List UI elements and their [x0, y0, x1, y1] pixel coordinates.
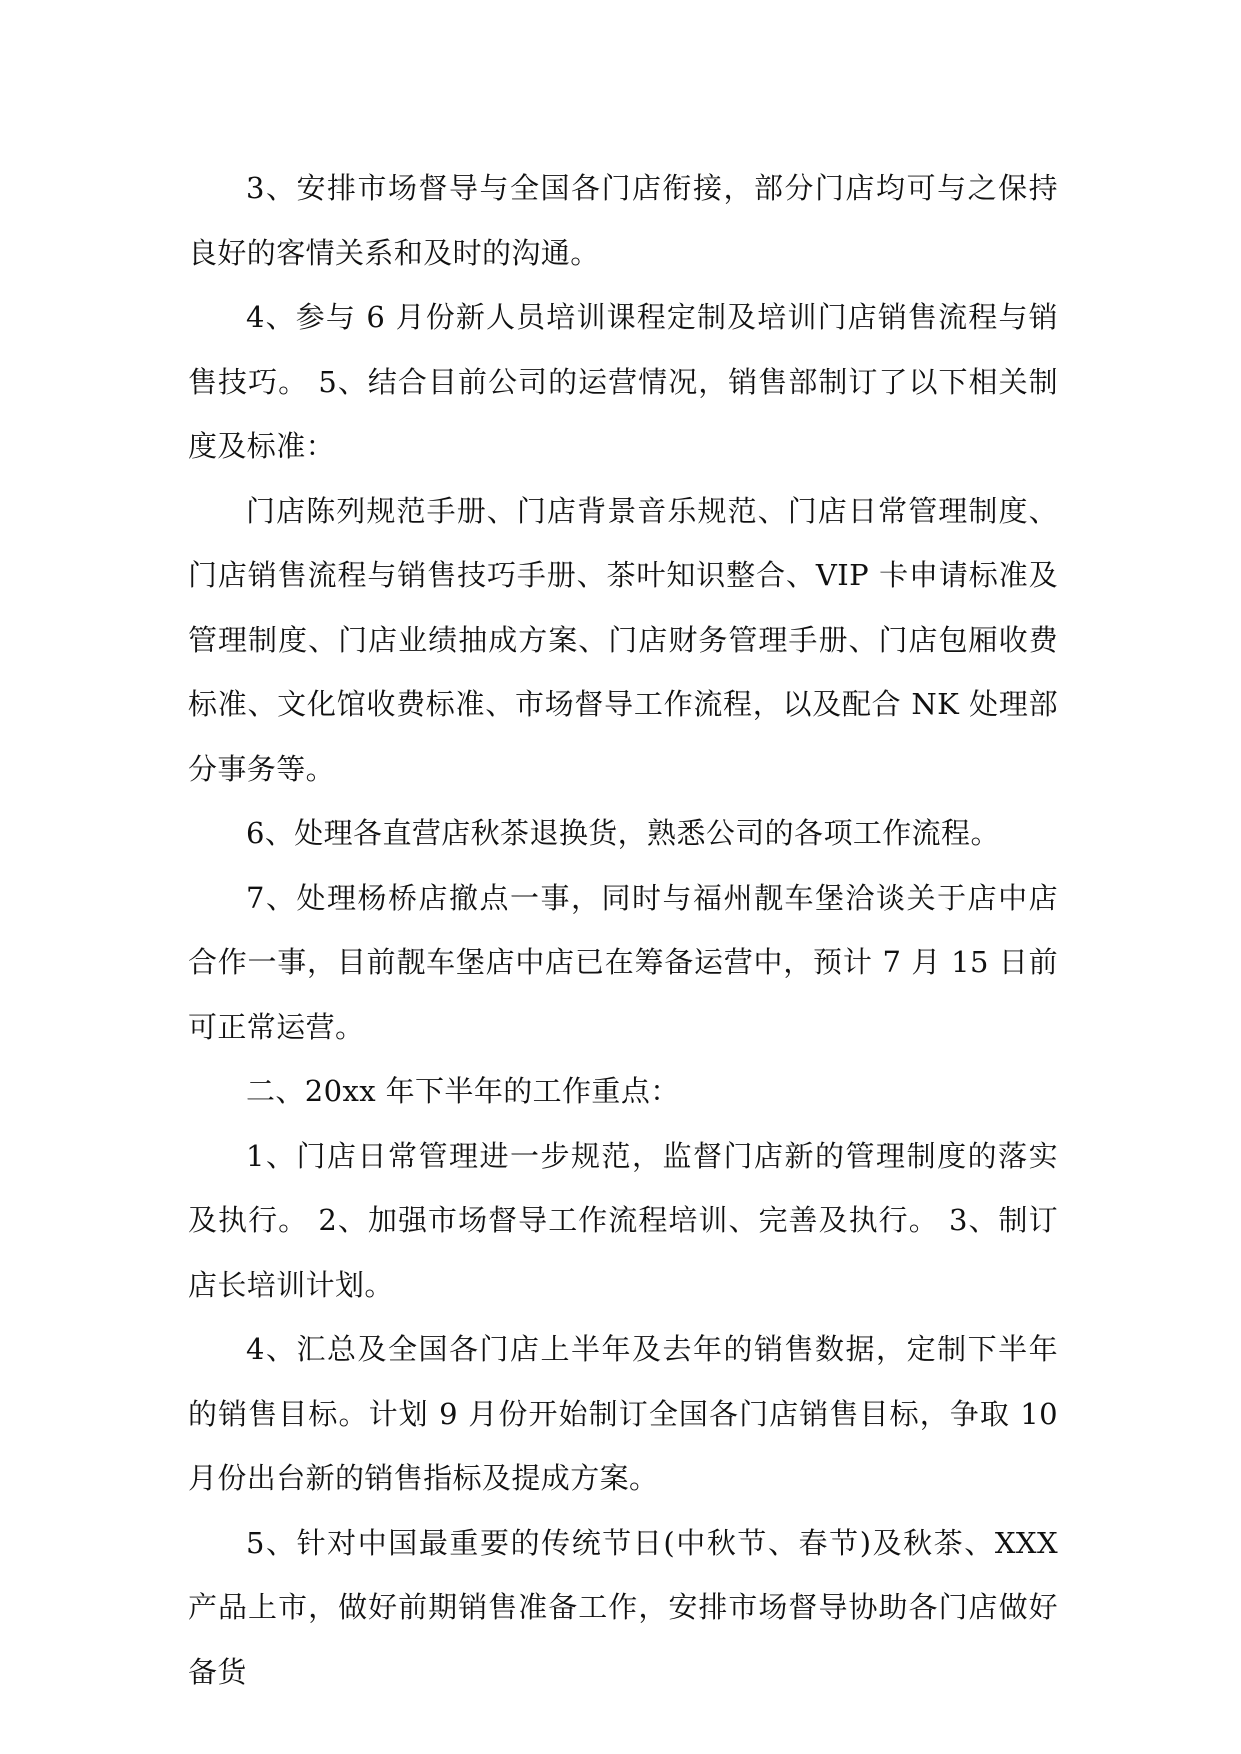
- section-heading-second-half-focus: 二、20xx 年下半年的工作重点：: [246, 1074, 680, 1108]
- paragraph-item-1-3-management: 1、门店日常管理进一步规范，监督门店新的管理制度的落实及执行。 2、加强市场督导工作流程培训、完善及执行。 3、制订店长培训计划。: [188, 1138, 1058, 1302]
- paragraph-standards-list: 门店陈列规范手册、门店背景音乐规范、门店日常管理制度、门店销售流程与销售技巧手册、茶叶知识整合、VIP 卡申请标准及管理制度、门店业绩抽成方案、门店财务管理手册、门店包厢收费标准、文化馆收费标准、市场督导工作流程，以及配合 NK 处理部分事务等。: [188, 493, 1058, 786]
- paragraph-item-6-returns: 6、处理各直营店秋茶退换货，熟悉公司的各项工作流程。: [246, 816, 1000, 850]
- paragraph-item-5-holiday-preparation: 5、针对中国最重要的传统节日(中秋节、春节)及秋茶、XXX 产品上市，做好前期销售准备工作，安排市场督导协助各门店做好备货: [188, 1525, 1058, 1689]
- document-body: [188, 156, 1058, 1704]
- paragraph-item-4-sales-targets: 4、汇总及全国各门店上半年及去年的销售数据，定制下半年的销售目标。计划 9 月份开始制订全国各门店销售目标，争取 10 月份出台新的销售指标及提成方案。: [188, 1332, 1058, 1495]
- paragraph-item-4-5-training-and-standards: 4、参与 6 月份新人员培训课程定制及培训门店销售流程与销售技巧。 5、结合目前公司的运营情况，销售部制订了以下相关制度及标准：: [188, 300, 1058, 463]
- paragraph-item-3-market-supervision: 3、安排市场督导与全国各门店衔接，部分门店均可与之保持良好的客情关系和及时的沟通。: [188, 171, 1058, 270]
- paragraph-item-7-store-closure: 7、处理杨桥店撤点一事，同时与福州靓车堡洽谈关于店中店合作一事，目前靓车堡店中店已在筹备运营中，预计 7 月 15 日前可正常运营。: [188, 880, 1058, 1044]
